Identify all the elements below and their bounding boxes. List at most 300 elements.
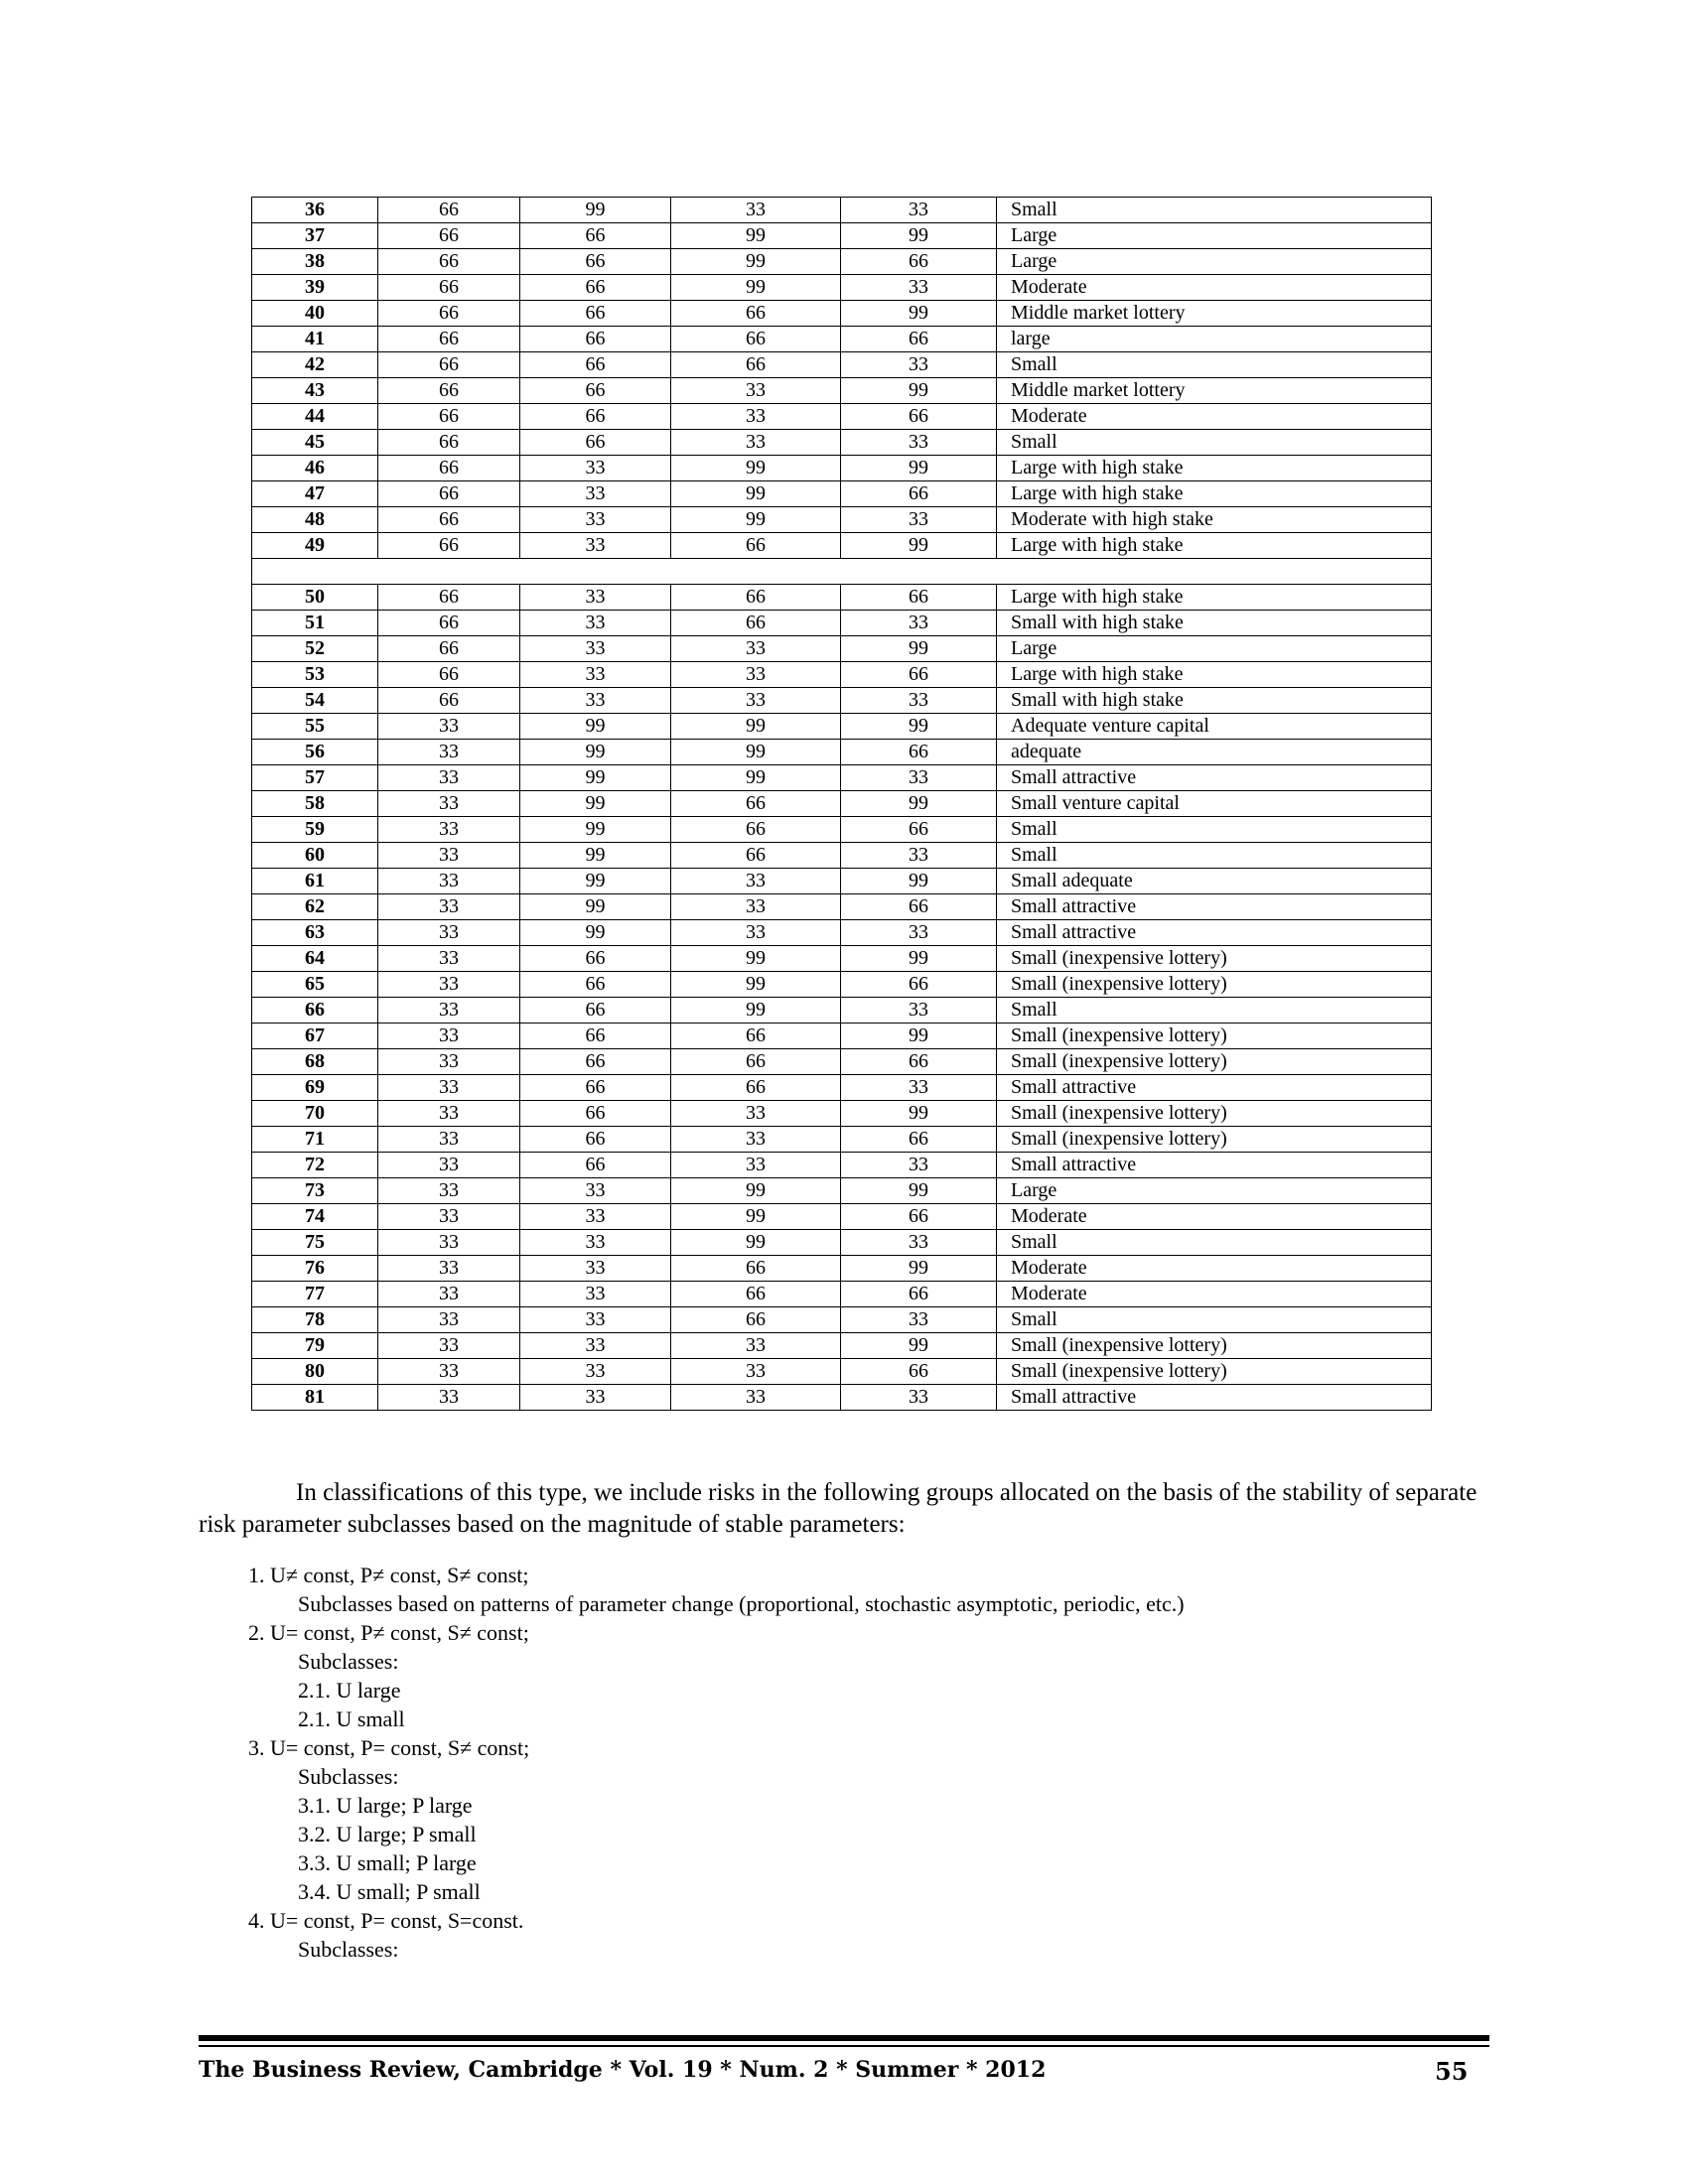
- value-cell: 99: [841, 636, 997, 662]
- value-cell: 99: [671, 972, 841, 998]
- classification-cell: large: [997, 327, 1432, 352]
- list-subitem: 3.2. U large; P small: [298, 1822, 477, 1846]
- value-cell: 66: [671, 843, 841, 869]
- value-cell: 66: [841, 817, 997, 843]
- value-cell: 33: [841, 1385, 997, 1411]
- classification-cell: Moderate: [997, 1256, 1432, 1282]
- table-row: [252, 404, 1432, 430]
- table-row: [252, 740, 1432, 765]
- value-cell: [378, 559, 520, 585]
- value-cell: 33: [841, 430, 997, 456]
- value-cell: 66: [520, 1049, 671, 1075]
- value-cell: 66: [378, 430, 520, 456]
- classification-cell: Small: [997, 430, 1432, 456]
- classification-cell: Small attractive: [997, 765, 1432, 791]
- classification-cell: Large with high stake: [997, 585, 1432, 611]
- value-cell: 33: [841, 1075, 997, 1101]
- row-number-cell: 43: [252, 378, 378, 404]
- value-cell: 33: [671, 1127, 841, 1153]
- classification-list: [248, 1561, 1489, 1964]
- page-number: 55: [1435, 2057, 1469, 2086]
- value-cell: 33: [520, 507, 671, 533]
- row-number-cell: 39: [252, 275, 378, 301]
- value-cell: 66: [671, 1049, 841, 1075]
- table-row: [252, 1307, 1432, 1333]
- row-number-cell: 38: [252, 249, 378, 275]
- table-row: [252, 688, 1432, 714]
- value-cell: 66: [841, 1127, 997, 1153]
- value-cell: 99: [841, 946, 997, 972]
- row-number-cell: 61: [252, 869, 378, 894]
- value-cell: 66: [520, 946, 671, 972]
- value-cell: 99: [671, 1178, 841, 1204]
- value-cell: 33: [671, 920, 841, 946]
- value-cell: 33: [378, 946, 520, 972]
- row-number-cell: 70: [252, 1101, 378, 1127]
- value-cell: 99: [671, 714, 841, 740]
- classification-cell: Large with high stake: [997, 481, 1432, 507]
- value-cell: 33: [378, 1204, 520, 1230]
- table-row: [252, 1024, 1432, 1049]
- table-row: [252, 1333, 1432, 1359]
- classification-cell: Adequate venture capital: [997, 714, 1432, 740]
- value-cell: 33: [378, 1075, 520, 1101]
- table-row: [252, 430, 1432, 456]
- table-row: [252, 946, 1432, 972]
- classification-cell: adequate: [997, 740, 1432, 765]
- value-cell: 66: [841, 740, 997, 765]
- row-number-cell: 53: [252, 662, 378, 688]
- value-cell: 33: [671, 869, 841, 894]
- row-number-cell: 36: [252, 198, 378, 223]
- value-cell: 66: [378, 662, 520, 688]
- value-cell: 33: [378, 1282, 520, 1307]
- table-row: [252, 920, 1432, 946]
- value-cell: 66: [520, 352, 671, 378]
- classification-cell: Small (inexpensive lottery): [997, 946, 1432, 972]
- value-cell: 66: [841, 404, 997, 430]
- value-cell: 33: [841, 1230, 997, 1256]
- value-cell: 33: [378, 1359, 520, 1385]
- row-number-cell: 55: [252, 714, 378, 740]
- value-cell: 66: [520, 1101, 671, 1127]
- value-cell: 66: [378, 327, 520, 352]
- value-cell: 99: [520, 843, 671, 869]
- row-number-cell: 44: [252, 404, 378, 430]
- value-cell: 33: [841, 352, 997, 378]
- table-row: [252, 456, 1432, 481]
- value-cell: 33: [378, 817, 520, 843]
- row-number-cell: 73: [252, 1178, 378, 1204]
- table-row: [252, 843, 1432, 869]
- list-item: 3. U= const, P= const, S≠ const;: [248, 1735, 530, 1760]
- classification-cell: Small: [997, 352, 1432, 378]
- value-cell: 33: [671, 894, 841, 920]
- list-subitem: 3.4. U small; P small: [298, 1879, 481, 1904]
- classification-cell: Moderate with high stake: [997, 507, 1432, 533]
- row-number-cell: 81: [252, 1385, 378, 1411]
- value-cell: 66: [378, 275, 520, 301]
- list-subitem: 3.3. U small; P large: [298, 1850, 477, 1875]
- value-cell: 66: [841, 1204, 997, 1230]
- value-cell: 99: [671, 946, 841, 972]
- value-cell: 33: [378, 740, 520, 765]
- classification-cell: Small (inexpensive lottery): [997, 972, 1432, 998]
- value-cell: 33: [378, 714, 520, 740]
- classification-cell: Small: [997, 198, 1432, 223]
- value-cell: 66: [378, 585, 520, 611]
- row-number-cell: 63: [252, 920, 378, 946]
- table-row: [252, 998, 1432, 1024]
- value-cell: 99: [841, 1024, 997, 1049]
- table-row: [252, 223, 1432, 249]
- value-cell: 33: [671, 1153, 841, 1178]
- value-cell: 66: [671, 1282, 841, 1307]
- classification-cell: Large with high stake: [997, 533, 1432, 559]
- row-number-cell: 46: [252, 456, 378, 481]
- row-number-cell: 64: [252, 946, 378, 972]
- value-cell: 99: [841, 378, 997, 404]
- table-row: [252, 972, 1432, 998]
- classification-cell: Large: [997, 1178, 1432, 1204]
- value-cell: 66: [378, 223, 520, 249]
- value-cell: 33: [378, 920, 520, 946]
- value-cell: 99: [671, 1204, 841, 1230]
- classification-cell: Middle market lottery: [997, 301, 1432, 327]
- risk-classification-table: [251, 197, 1432, 1411]
- value-cell: 66: [520, 1024, 671, 1049]
- classification-cell: Moderate: [997, 404, 1432, 430]
- footer-rule-thin: [199, 2045, 1489, 2047]
- value-cell: 99: [671, 765, 841, 791]
- value-cell: 33: [520, 1178, 671, 1204]
- value-cell: 66: [671, 1256, 841, 1282]
- value-cell: 33: [520, 1333, 671, 1359]
- classification-cell: Small (inexpensive lottery): [997, 1127, 1432, 1153]
- table-row: [252, 327, 1432, 352]
- row-number-cell: 51: [252, 611, 378, 636]
- value-cell: 99: [841, 456, 997, 481]
- value-cell: 99: [841, 223, 997, 249]
- value-cell: 66: [378, 249, 520, 275]
- value-cell: 66: [520, 1075, 671, 1101]
- value-cell: 33: [841, 920, 997, 946]
- value-cell: [520, 559, 671, 585]
- value-cell: 33: [520, 1256, 671, 1282]
- value-cell: 66: [520, 223, 671, 249]
- list-subitem: Subclasses:: [298, 1764, 399, 1789]
- value-cell: 66: [378, 688, 520, 714]
- row-number-cell: 45: [252, 430, 378, 456]
- value-cell: 66: [841, 1359, 997, 1385]
- row-number-cell: 78: [252, 1307, 378, 1333]
- value-cell: 33: [378, 1333, 520, 1359]
- row-number-cell: 52: [252, 636, 378, 662]
- value-cell: 66: [378, 636, 520, 662]
- classification-cell: Small (inexpensive lottery): [997, 1359, 1432, 1385]
- list-item: 4. U= const, P= const, S=const.: [248, 1908, 524, 1933]
- value-cell: 33: [378, 1153, 520, 1178]
- value-cell: 33: [841, 611, 997, 636]
- table-row: [252, 817, 1432, 843]
- list-subitem: Subclasses:: [298, 1649, 399, 1674]
- value-cell: 33: [378, 791, 520, 817]
- list-subitem: 2.1. U small: [298, 1706, 405, 1731]
- value-cell: 99: [841, 1178, 997, 1204]
- value-cell: 99: [520, 920, 671, 946]
- journal-citation: The Business Review, Cambridge * Vol. 19 * Num. 2 * Summer * 2012: [199, 2057, 1047, 2083]
- classification-cell: Small attractive: [997, 1153, 1432, 1178]
- value-cell: 99: [671, 249, 841, 275]
- table-row: [252, 869, 1432, 894]
- row-number-cell: 79: [252, 1333, 378, 1359]
- value-cell: 33: [520, 662, 671, 688]
- row-number-cell: 48: [252, 507, 378, 533]
- table-row: [252, 1127, 1432, 1153]
- value-cell: 33: [841, 688, 997, 714]
- list-item: 1. U≠ const, P≠ const, S≠ const;: [248, 1563, 529, 1587]
- value-cell: 99: [671, 507, 841, 533]
- table-row: [252, 1153, 1432, 1178]
- table-row: [252, 559, 1432, 585]
- table-row: [252, 378, 1432, 404]
- value-cell: 33: [671, 1333, 841, 1359]
- value-cell: 99: [841, 301, 997, 327]
- row-number-cell: 40: [252, 301, 378, 327]
- row-number-cell: 49: [252, 533, 378, 559]
- value-cell: 66: [378, 301, 520, 327]
- list-subitem: 3.1. U large; P large: [298, 1793, 473, 1818]
- value-cell: 66: [671, 1307, 841, 1333]
- value-cell: 66: [671, 611, 841, 636]
- row-number-cell: 47: [252, 481, 378, 507]
- value-cell: 66: [841, 585, 997, 611]
- value-cell: 33: [378, 869, 520, 894]
- table-row: [252, 533, 1432, 559]
- value-cell: 66: [841, 662, 997, 688]
- row-number-cell: 66: [252, 998, 378, 1024]
- table-row: [252, 481, 1432, 507]
- value-cell: 33: [671, 198, 841, 223]
- value-cell: 99: [671, 1230, 841, 1256]
- value-cell: 33: [378, 894, 520, 920]
- row-number-cell: 76: [252, 1256, 378, 1282]
- value-cell: 66: [520, 972, 671, 998]
- value-cell: 66: [671, 791, 841, 817]
- value-cell: 99: [671, 998, 841, 1024]
- value-cell: 33: [520, 611, 671, 636]
- value-cell: 66: [520, 404, 671, 430]
- classification-cell: Small (inexpensive lottery): [997, 1024, 1432, 1049]
- value-cell: 66: [520, 301, 671, 327]
- classification-cell: Small with high stake: [997, 611, 1432, 636]
- table-row: [252, 1204, 1432, 1230]
- classification-cell: Small: [997, 817, 1432, 843]
- value-cell: 33: [378, 998, 520, 1024]
- value-cell: 33: [520, 688, 671, 714]
- row-number-cell: 75: [252, 1230, 378, 1256]
- value-cell: 33: [520, 1204, 671, 1230]
- value-cell: 99: [841, 869, 997, 894]
- classification-cell: Large: [997, 223, 1432, 249]
- classification-cell: Small venture capital: [997, 791, 1432, 817]
- row-number-cell: 80: [252, 1359, 378, 1385]
- value-cell: 33: [520, 1230, 671, 1256]
- value-cell: 66: [671, 301, 841, 327]
- table-row: [252, 662, 1432, 688]
- row-number-cell: 56: [252, 740, 378, 765]
- value-cell: 66: [671, 327, 841, 352]
- value-cell: 66: [378, 611, 520, 636]
- value-cell: 33: [520, 1385, 671, 1411]
- row-number-cell: [252, 559, 378, 585]
- classification-cell: Moderate: [997, 1204, 1432, 1230]
- list-subitem: Subclasses based on patterns of parameter change (proportional, stochastic asymptotic, periodic, etc.): [298, 1591, 1185, 1616]
- classification-cell: Middle market lottery: [997, 378, 1432, 404]
- value-cell: [671, 559, 841, 585]
- value-cell: 66: [841, 1282, 997, 1307]
- value-cell: 99: [841, 714, 997, 740]
- value-cell: 33: [378, 972, 520, 998]
- classification-cell: Small attractive: [997, 1075, 1432, 1101]
- value-cell: 66: [520, 378, 671, 404]
- row-number-cell: 57: [252, 765, 378, 791]
- row-number-cell: 62: [252, 894, 378, 920]
- value-cell: 66: [671, 585, 841, 611]
- value-cell: 33: [520, 1359, 671, 1385]
- classification-cell: Small attractive: [997, 920, 1432, 946]
- value-cell: 33: [378, 765, 520, 791]
- value-cell: 33: [671, 1101, 841, 1127]
- value-cell: 99: [520, 869, 671, 894]
- value-cell: 66: [671, 533, 841, 559]
- value-cell: 66: [520, 249, 671, 275]
- row-number-cell: 69: [252, 1075, 378, 1101]
- value-cell: 33: [378, 1307, 520, 1333]
- list-subitem: 2.1. U large: [298, 1678, 401, 1703]
- classification-cell: Small (inexpensive lottery): [997, 1049, 1432, 1075]
- table-row: [252, 1049, 1432, 1075]
- footer-rule-thick: [199, 2035, 1489, 2041]
- value-cell: 99: [671, 481, 841, 507]
- value-cell: 33: [841, 998, 997, 1024]
- table-row: [252, 198, 1432, 223]
- value-cell: 99: [520, 765, 671, 791]
- value-cell: 33: [671, 662, 841, 688]
- value-cell: 33: [671, 378, 841, 404]
- row-number-cell: 50: [252, 585, 378, 611]
- value-cell: 33: [520, 636, 671, 662]
- table-row: [252, 1282, 1432, 1307]
- value-cell: 33: [841, 507, 997, 533]
- table-row: [252, 611, 1432, 636]
- value-cell: 33: [841, 1153, 997, 1178]
- value-cell: 33: [378, 1230, 520, 1256]
- value-cell: 99: [841, 1101, 997, 1127]
- body-paragraph: In classifications of this type, we include risks in the following groups allocated on the basis of the stability of separate risk parameter subclasses based on the magnitude of stable parameters:: [199, 1479, 1477, 1538]
- row-number-cell: 77: [252, 1282, 378, 1307]
- value-cell: 66: [520, 430, 671, 456]
- value-cell: 99: [841, 1256, 997, 1282]
- value-cell: 33: [378, 1101, 520, 1127]
- classification-cell: [997, 559, 1432, 585]
- value-cell: 99: [671, 456, 841, 481]
- value-cell: 33: [378, 1049, 520, 1075]
- table-row: [252, 1101, 1432, 1127]
- row-number-cell: 54: [252, 688, 378, 714]
- row-number-cell: 59: [252, 817, 378, 843]
- value-cell: 99: [520, 740, 671, 765]
- list-item: 2. U= const, P≠ const, S≠ const;: [248, 1620, 529, 1645]
- value-cell: 33: [841, 1307, 997, 1333]
- value-cell: 33: [378, 1127, 520, 1153]
- value-cell: 66: [671, 817, 841, 843]
- value-cell: 99: [671, 223, 841, 249]
- value-cell: 66: [378, 378, 520, 404]
- value-cell: 66: [378, 352, 520, 378]
- row-number-cell: 65: [252, 972, 378, 998]
- value-cell: 66: [378, 533, 520, 559]
- value-cell: 66: [378, 198, 520, 223]
- table-row: [252, 714, 1432, 740]
- value-cell: 66: [520, 1127, 671, 1153]
- value-cell: 33: [671, 430, 841, 456]
- value-cell: 33: [671, 688, 841, 714]
- value-cell: 33: [841, 198, 997, 223]
- classification-cell: Small adequate: [997, 869, 1432, 894]
- classification-cell: Large: [997, 636, 1432, 662]
- row-number-cell: 41: [252, 327, 378, 352]
- value-cell: 33: [671, 636, 841, 662]
- row-number-cell: 67: [252, 1024, 378, 1049]
- value-cell: 99: [520, 791, 671, 817]
- value-cell: 33: [671, 1359, 841, 1385]
- row-number-cell: 42: [252, 352, 378, 378]
- value-cell: 33: [378, 1024, 520, 1049]
- value-cell: 33: [671, 1385, 841, 1411]
- classification-cell: Small: [997, 1307, 1432, 1333]
- row-number-cell: 72: [252, 1153, 378, 1178]
- value-cell: 33: [671, 404, 841, 430]
- value-cell: 99: [520, 894, 671, 920]
- row-number-cell: 58: [252, 791, 378, 817]
- value-cell: 99: [841, 533, 997, 559]
- value-cell: 33: [520, 456, 671, 481]
- classification-cell: Small attractive: [997, 1385, 1432, 1411]
- row-number-cell: 37: [252, 223, 378, 249]
- value-cell: 33: [520, 481, 671, 507]
- value-cell: 66: [520, 275, 671, 301]
- table-row: [252, 507, 1432, 533]
- table-row: [252, 301, 1432, 327]
- classification-cell: Small (inexpensive lottery): [997, 1101, 1432, 1127]
- value-cell: 66: [378, 404, 520, 430]
- value-cell: 33: [520, 1282, 671, 1307]
- value-cell: 33: [378, 843, 520, 869]
- value-cell: 66: [520, 1153, 671, 1178]
- list-subitem: Subclasses:: [298, 1937, 399, 1962]
- table-row: [252, 585, 1432, 611]
- value-cell: 33: [520, 1307, 671, 1333]
- value-cell: 66: [841, 894, 997, 920]
- table-row: [252, 275, 1432, 301]
- table-row: [252, 1230, 1432, 1256]
- classification-cell: Small: [997, 1230, 1432, 1256]
- value-cell: 33: [378, 1385, 520, 1411]
- value-cell: 33: [378, 1178, 520, 1204]
- table-row: [252, 1385, 1432, 1411]
- value-cell: 99: [520, 714, 671, 740]
